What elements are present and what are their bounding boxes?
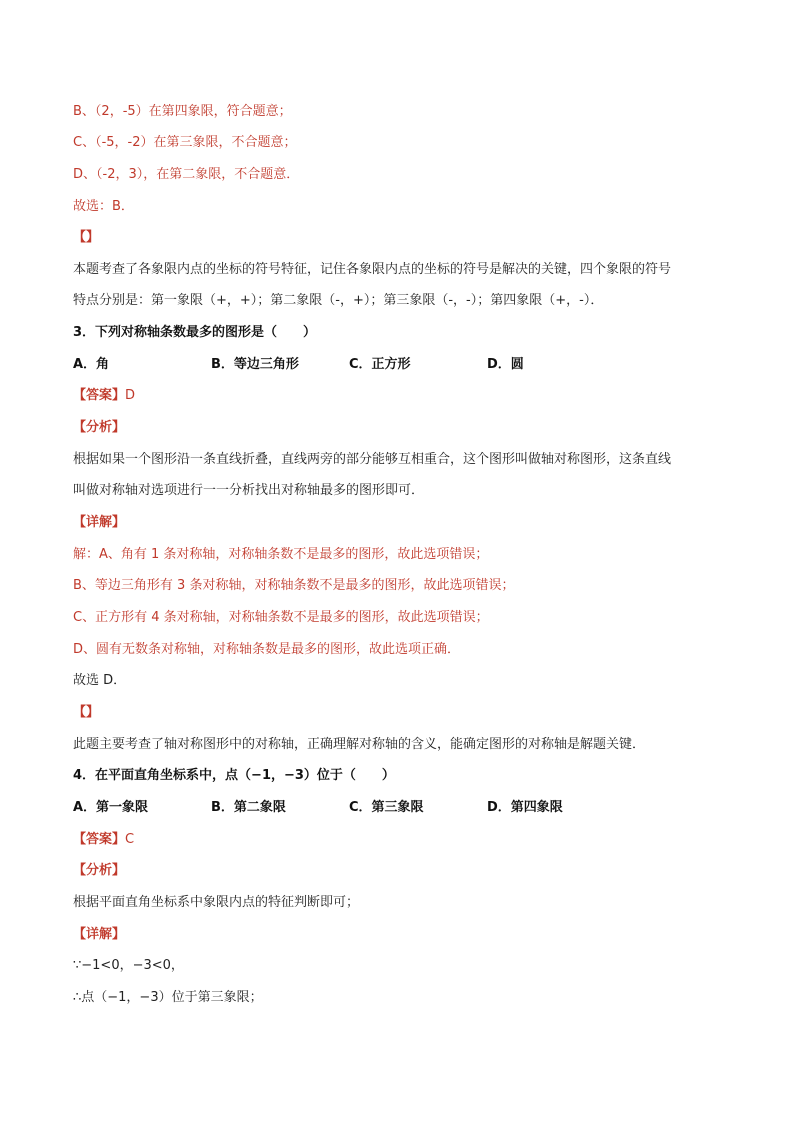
q3-summary: 此题主要考查了轴对称图形中的对称轴，正确理解对称轴的含义，能确定图形的对称轴是解题关键． — [73, 737, 646, 752]
q3-option-b: B．等边三角形 — [211, 357, 299, 372]
q3-option-a: A．角 — [73, 357, 110, 372]
q4-option-b: B．第二象限 — [211, 800, 286, 815]
summary-tag: 【】 — [73, 230, 100, 245]
q4-analysis: 根据平面直角坐标系中象限内点的特征判断即可； — [73, 895, 360, 910]
summary-line-1: 本题考查了各象限内点的坐标的符号特征，记住各象限内点的坐标的符号是解决的关键，四个象限的符号 — [73, 262, 672, 277]
q4-option-c: C．第三象限 — [349, 800, 424, 815]
q3-answer-row — [73, 387, 734, 405]
solution-line-b: B、（2，-5）在第四象限，符合题意； — [73, 104, 292, 119]
q4-answer-row — [73, 831, 734, 849]
summary-line-2: 特点分别是：第一象限（+，+）；第二象限（-，+）；第三象限（-，-）；第四象限（+，-）． — [73, 293, 604, 308]
q3-answer-value: D — [125, 388, 136, 403]
solution-line-c: C、（-5，-2）在第三象限，不合题意； — [73, 135, 297, 150]
q3-detail-tag: 【详解】 — [73, 515, 126, 530]
q3-choice: 故选 D． — [73, 673, 127, 688]
q4-option-a: A．第一象限 — [73, 800, 149, 815]
q4-option-d: D．第四象限 — [487, 800, 563, 815]
q3-summary-tag: 【】 — [73, 705, 100, 720]
q4-detail-line-1: ∵−1<0，−3<0， — [73, 958, 184, 973]
solution-choice: 故选：B． — [73, 199, 134, 214]
q3-analysis-line-2: 叫做对称轴对选项进行一一分析找出对称轴最多的图形即可． — [73, 483, 425, 498]
question-4-stem: 4．在平面直角坐标系中，点（−1，−3）位于（ ） — [73, 768, 395, 783]
solution-line-d: D、（-2，3），在第二象限，不合题意． — [73, 167, 300, 182]
q3-detail-line-b: B、等边三角形有 3 条对称轴，对称轴条数不是最多的图形，故此选项错误； — [73, 578, 515, 593]
q3-detail-line-c: C、正方形有 4 条对称轴，对称轴条数不是最多的图形，故此选项错误； — [73, 610, 489, 625]
q3-analysis-tag: 【分析】 — [73, 420, 126, 435]
q4-detail-line-2: ∴点（−1，−3）位于第三象限； — [73, 990, 263, 1005]
q3-detail-line-d: D、圆有无数条对称轴，对称轴条数是最多的图形，故此选项正确． — [73, 642, 461, 657]
q4-analysis-tag: 【分析】 — [73, 863, 126, 878]
q4-answer-tag: 【答案】 — [73, 832, 126, 847]
q3-detail-line-a: 解：A、角有 1 条对称轴，对称轴条数不是最多的图形，故此选项错误； — [73, 547, 489, 562]
q3-analysis-line-1: 根据如果一个图形沿一条直线折叠，直线两旁的部分能够互相重合，这个图形叫做轴对称图形，这条直线 — [73, 452, 672, 467]
q4-answer-value: C — [125, 832, 135, 847]
q3-option-d: D．圆 — [487, 357, 524, 372]
question-3-stem: 3．下列对称轴条数最多的图形是（ ） — [73, 325, 317, 340]
q3-answer-tag: 【答案】 — [73, 388, 126, 403]
q4-detail-tag: 【详解】 — [73, 927, 126, 942]
q3-option-c: C．正方形 — [349, 357, 411, 372]
